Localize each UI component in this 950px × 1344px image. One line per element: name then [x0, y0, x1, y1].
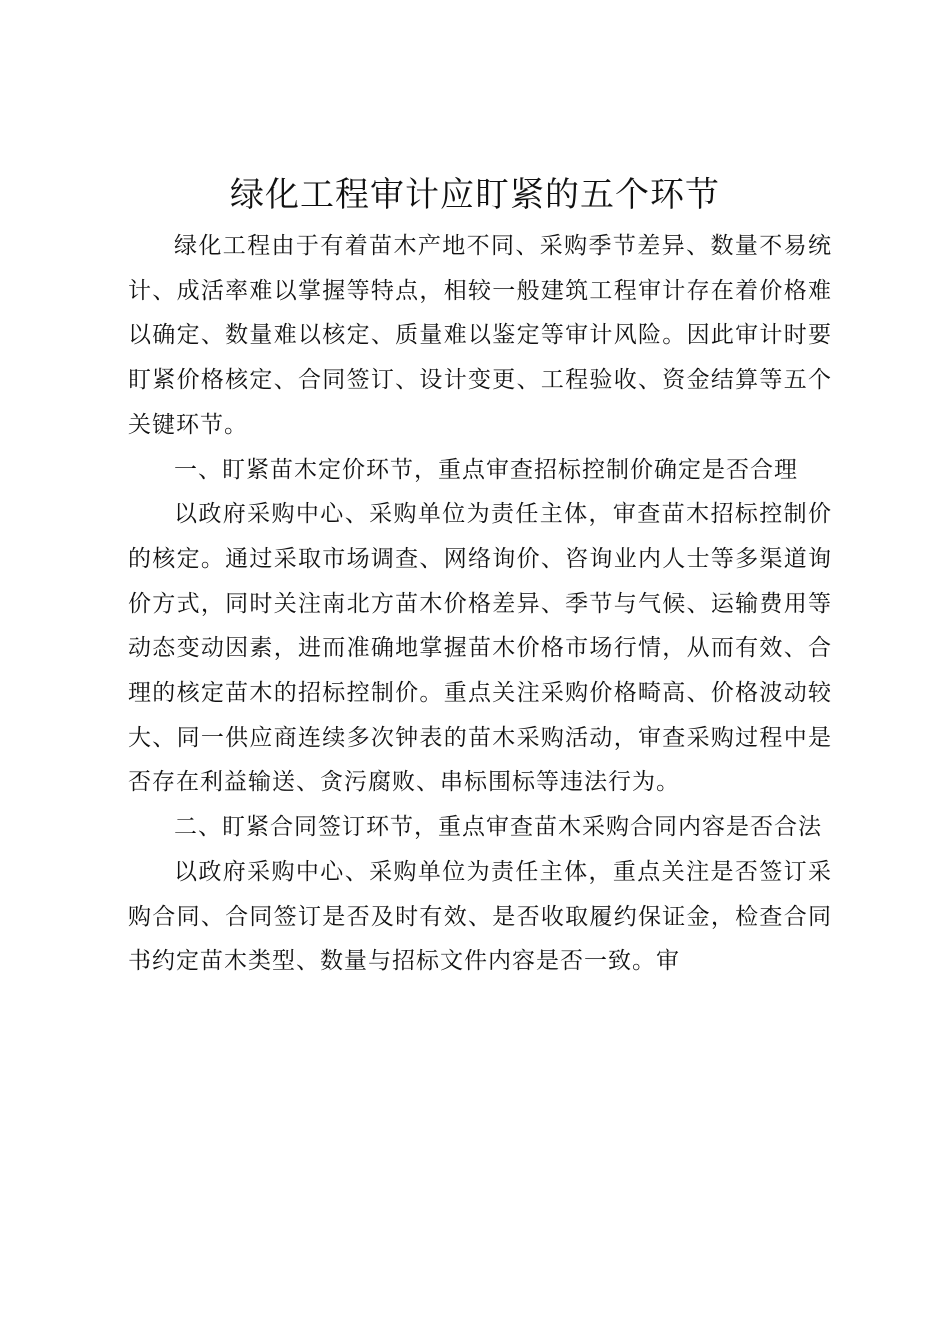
section-heading-2: 二、盯紧合同签订环节，重点审查苗木采购合同内容是否合法 [174, 814, 822, 841]
paragraph-intro: 绿化工程由于有着苗木产地不同、采购季节差异、数量不易统计、成活率难以掌握等特点，相较一般建筑工程审计存在着价格难以确定、数量难以核定、质量难以鉴定等审计风险。因此审计时要盯紧价格核定、合同签订、设计变更、工程验收、资金结算等五个关键环节。 [128, 233, 832, 438]
document-body [128, 224, 832, 984]
paragraph-section-1: 以政府采购中心、采购单位为责任主体，审查苗木招标控制价的核定。通过采取市场调查、网络询价、咨询业内人士等多渠道询价方式，同时关注南北方苗木价格差异、季节与气候、运输费用等动态变动因素，进而准确地掌握苗木价格市场行情，从而有效、合理的核定苗木的招标控制价。重点关注采购价格畸高、价格波动较大、同一供应商连续多次钟表的苗木采购活动，审查采购过程中是否存在利益输送、贪污腐败、串标围标等违法行为。 [128, 501, 832, 796]
section-heading-1: 一、盯紧苗木定价环节，重点审查招标控制价确定是否合理 [174, 456, 798, 483]
paragraph-section-2: 以政府采购中心、采购单位为责任主体，重点关注是否签订采购合同、合同签订是否及时有效、是否收取履约保证金，检查合同书约定苗木类型、数量与招标文件内容是否一致。审 [128, 858, 832, 975]
document-title: 绿化工程审计应盯紧的五个环节 [230, 175, 720, 215]
